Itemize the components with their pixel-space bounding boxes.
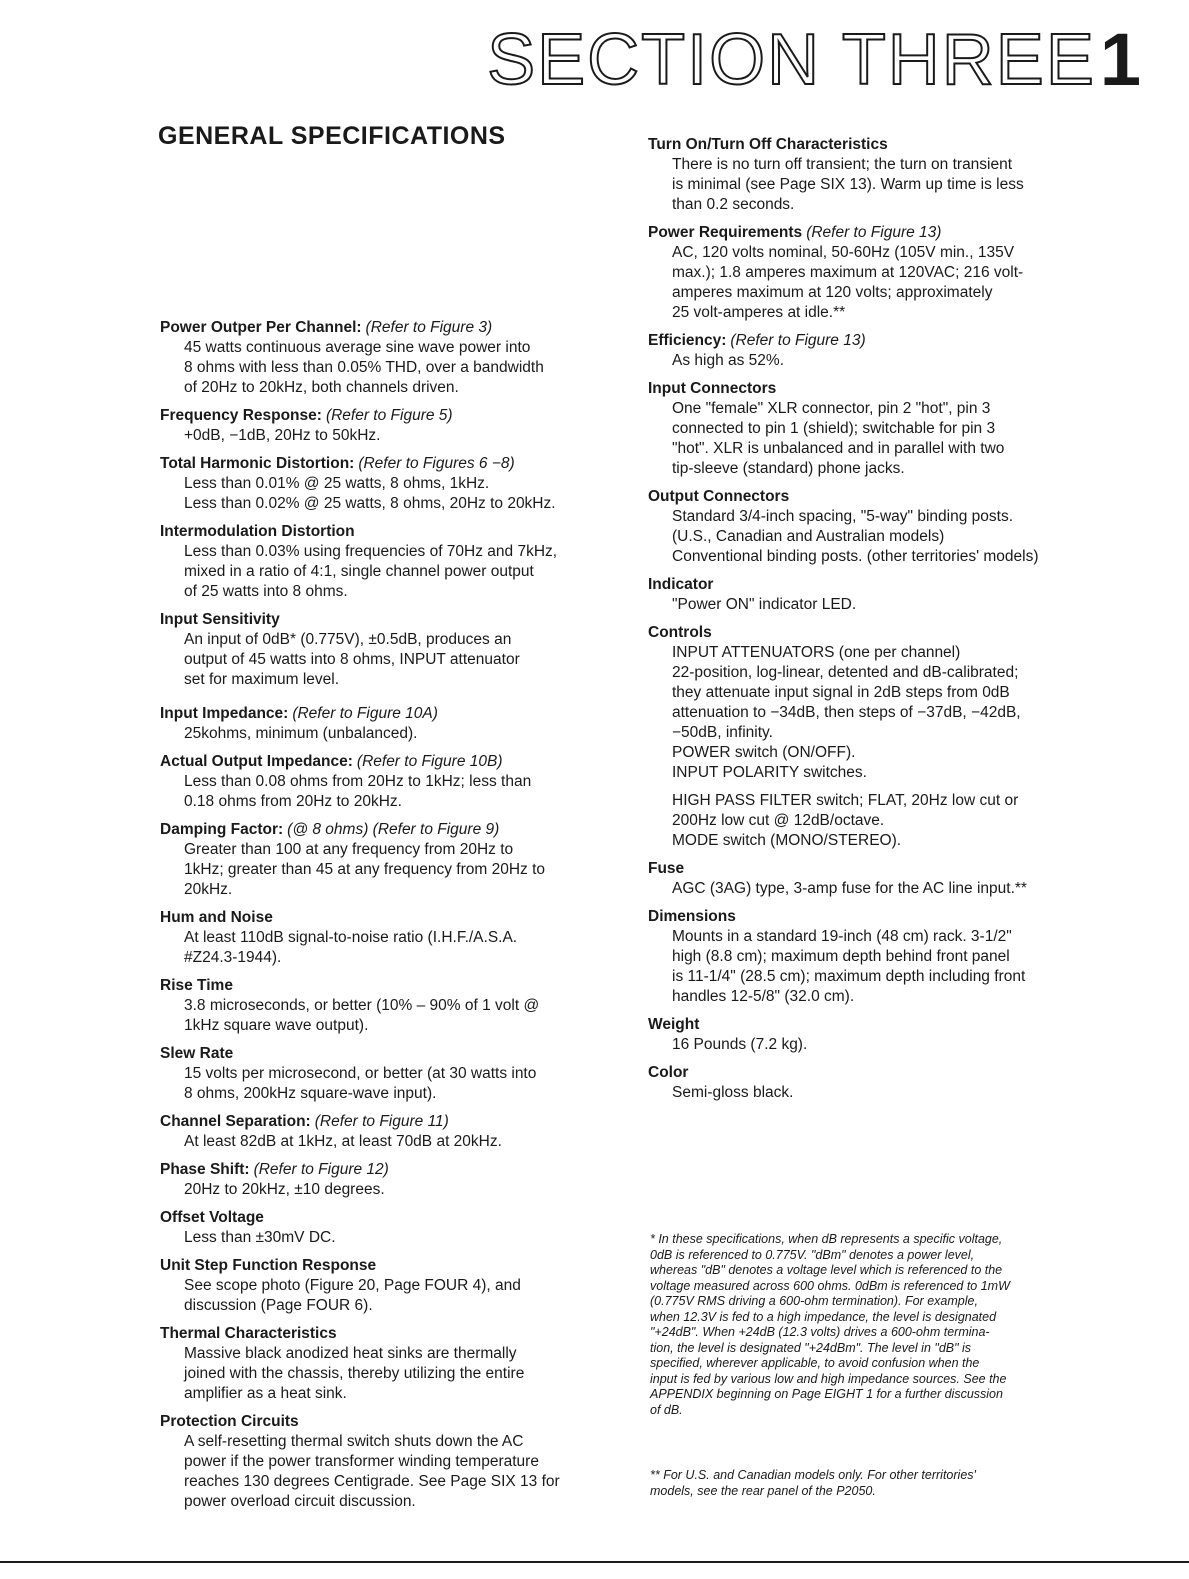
footnote-line: of dB. — [650, 1402, 683, 1417]
footnote-line: ** For U.S. and Canadian models only. For other territories' — [650, 1468, 976, 1482]
spec-title: Protection Circuits — [160, 1413, 299, 1430]
spec-text-line: attenuation to −34dB, then steps of −37dB, −42dB, — [672, 704, 1021, 721]
spec-text-line: INPUT ATTENUATORS (one per channel) — [672, 644, 961, 661]
spec-block — [160, 318, 630, 398]
spec-text-line: HIGH PASS FILTER switch; FLAT, 20Hz low cut or — [672, 792, 1019, 809]
spec-text-line: 1kHz square wave output). — [184, 1017, 369, 1034]
spec-text-line: Less than 0.02% @ 25 watts, 8 ohms, 20Hz to 20kHz. — [184, 495, 556, 512]
spec-title: Power Requirements — [648, 224, 803, 241]
spec-figure-reference: (@ 8 ohms) (Refer to Figure 9) — [287, 821, 500, 838]
spec-block — [160, 704, 630, 744]
spec-text-line: of 25 watts into 8 ohms. — [184, 583, 348, 600]
spec-text-line: "hot". XLR is unbalanced and in parallel with two — [672, 440, 1005, 457]
spec-block — [648, 1063, 1128, 1103]
right-spec-column — [648, 135, 1128, 1111]
footnote-line: * In these specifications, when dB represents a specific voltage, — [650, 1232, 1003, 1246]
spec-text-line: +0dB, −1dB, 20Hz to 50kHz. — [184, 427, 381, 444]
spec-heading — [648, 331, 1128, 351]
spec-block — [648, 575, 1128, 615]
spec-block — [160, 1208, 630, 1248]
spec-text-line: 20Hz to 20kHz, ±10 degrees. — [184, 1181, 385, 1198]
spec-title: Input Sensitivity — [160, 611, 280, 628]
spec-text-line: max.); 1.8 amperes maximum at 120VAC; 216 volt- — [672, 264, 1024, 281]
spec-text-line: of 20Hz to 20kHz, both channels driven. — [184, 379, 459, 396]
spec-figure-reference: (Refer to Figure 11) — [314, 1113, 449, 1130]
spec-text-line: A self-resetting thermal switch shuts down the AC — [184, 1433, 524, 1450]
spec-text-line: 0.18 ohms from 20Hz to 20kHz. — [184, 793, 402, 810]
footnote-line: whereas "dB" denotes a voltage level which is referenced to the — [650, 1263, 1003, 1277]
spec-heading — [160, 1412, 630, 1432]
spec-block — [648, 223, 1128, 323]
spec-title: Total Harmonic Distortion: — [160, 455, 355, 472]
spec-text-line: 3.8 microseconds, or better (10% – 90% of 1 volt @ — [184, 997, 540, 1014]
spec-block — [160, 454, 630, 514]
spec-heading — [160, 318, 630, 338]
spec-title: Unit Step Function Response — [160, 1257, 377, 1274]
footnote-line: specified, wherever applicable, to avoid confusion when the — [650, 1356, 980, 1370]
spec-text-line: joined with the chassis, thereby utilizing the entire — [184, 1365, 525, 1382]
spec-heading — [648, 1015, 1128, 1035]
spec-text-line: 20kHz. — [184, 881, 233, 898]
spec-block — [160, 1160, 630, 1200]
spec-text-line: 25 volt-amperes at idle.** — [672, 304, 846, 321]
spec-text-line: is 11-1/4" (28.5 cm); maximum depth including front — [672, 968, 1026, 985]
spec-heading — [648, 379, 1128, 399]
spec-heading — [648, 623, 1128, 643]
spec-title: Actual Output Impedance: — [160, 753, 353, 770]
spec-title: Input Impedance: — [160, 705, 289, 722]
spec-block — [160, 610, 630, 690]
spec-text-line: Mounts in a standard 19-inch (48 cm) rack. 3-1/2" — [672, 928, 1012, 945]
spec-block — [648, 331, 1128, 371]
spec-text-line: MODE switch (MONO/STEREO). — [672, 832, 902, 849]
spec-heading — [160, 752, 630, 772]
spec-text-line: set for maximum level. — [184, 671, 340, 688]
spec-text-line: Greater than 100 at any frequency from 20Hz to — [184, 841, 514, 858]
spec-text-line: POWER switch (ON/OFF). — [672, 744, 856, 761]
spec-heading — [160, 610, 630, 630]
spec-heading — [648, 575, 1128, 595]
spec-text-line: −50dB, infinity. — [672, 724, 773, 741]
spec-heading — [648, 859, 1128, 879]
spec-title: Output Connectors — [648, 488, 790, 505]
spec-text-line: Less than 0.01% @ 25 watts, 8 ohms, 1kHz. — [184, 475, 490, 492]
spec-title: Efficiency: — [648, 332, 727, 349]
spec-heading — [648, 907, 1128, 927]
spec-block — [160, 522, 630, 602]
spec-text-line: 8 ohms, 200kHz square-wave input). — [184, 1085, 437, 1102]
spec-figure-reference: (Refer to Figure 10B) — [356, 753, 503, 770]
spec-text-line: reaches 130 degrees Centigrade. See Page SIX 13 for — [184, 1473, 560, 1490]
footnote-line: APPENDIX beginning on Page EIGHT 1 for a further discussion — [650, 1387, 1003, 1401]
spec-text-line: AC, 120 volts nominal, 50-60Hz (105V min., 135V — [672, 244, 1015, 261]
spec-text-line: mixed in a ratio of 4:1, single channel power output — [184, 563, 534, 580]
spec-figure-reference: (Refer to Figure 3) — [365, 319, 493, 336]
spec-heading — [648, 135, 1128, 155]
spec-title: Fuse — [648, 860, 685, 877]
spec-block — [648, 487, 1128, 567]
spec-text-line: 25kohms, minimum (unbalanced). — [184, 725, 418, 742]
spec-block — [160, 1324, 630, 1404]
spec-block — [648, 859, 1128, 899]
spec-title: Indicator — [648, 576, 714, 593]
spec-heading — [160, 976, 630, 996]
spec-text-line: At least 110dB signal-to-noise ratio (I.H.F./A.S.A. — [184, 929, 518, 946]
spec-title: Channel Separation: — [160, 1113, 311, 1130]
spec-figure-reference: (Refer to Figure 5) — [325, 407, 453, 424]
spec-heading — [160, 820, 630, 840]
spec-text-line: 8 ohms with less than 0.05% THD, over a bandwidth — [184, 359, 544, 376]
spec-block — [160, 406, 630, 446]
spec-title: Intermodulation Distortion — [160, 523, 355, 540]
spec-block — [648, 907, 1128, 1007]
spec-text-line: amplifier as a heat sink. — [184, 1385, 347, 1402]
spec-text-line: discussion (Page FOUR 6). — [184, 1297, 373, 1314]
footnote-line: input is fed by various low and high impedance sources. See the — [650, 1371, 1007, 1386]
spec-title: Thermal Characteristics — [160, 1325, 337, 1342]
spec-heading — [648, 223, 1128, 243]
spec-heading — [160, 1208, 630, 1228]
spec-heading — [160, 908, 630, 928]
spec-title: Hum and Noise — [160, 909, 273, 926]
spec-title: Phase Shift: — [160, 1161, 250, 1178]
spec-text-line: Massive black anodized heat sinks are thermally — [184, 1345, 517, 1362]
spec-block — [648, 1015, 1128, 1055]
spec-figure-reference: (Refer to Figure 12) — [253, 1161, 389, 1178]
spec-title: Turn On/Turn Off Characteristics — [648, 136, 888, 153]
spec-text-line: There is no turn off transient; the turn on transient — [672, 156, 1013, 173]
spec-heading — [160, 454, 630, 474]
spec-title: Controls — [648, 624, 712, 641]
spec-text-line: As high as 52%. — [672, 352, 785, 369]
spec-text-line: 22-position, log-linear, detented and dB-calibrated; — [672, 664, 1019, 681]
spec-text-line: AGC (3AG) type, 3-amp fuse for the AC line input.** — [672, 880, 1027, 897]
left-spec-column — [160, 318, 630, 1520]
spec-text-line: "Power ON" indicator LED. — [672, 596, 857, 613]
spec-block — [160, 820, 630, 900]
spec-heading — [160, 1324, 630, 1344]
footnote-line: tion, the level is designated "+24dBm". The level in "dB" is — [650, 1340, 972, 1355]
spec-heading — [648, 487, 1128, 507]
spec-text-line: One "female" XLR connector, pin 2 "hot", pin 3 — [672, 400, 991, 417]
spec-figure-reference: (Refer to Figure 13) — [730, 332, 866, 349]
spec-text-line: output of 45 watts into 8 ohms, INPUT attenuator — [184, 651, 520, 668]
spec-figure-reference: (Refer to Figure 10A) — [292, 705, 438, 722]
spec-block — [160, 752, 630, 812]
spec-text-line: Less than 0.08 ohms from 20Hz to 1kHz; less than — [184, 773, 532, 790]
spec-text-line: #Z24.3-1944). — [184, 949, 282, 966]
spec-heading — [160, 1112, 630, 1132]
spec-figure-reference: (Refer to Figures 6 −8) — [358, 455, 515, 472]
spec-heading — [160, 1044, 630, 1064]
spec-heading — [160, 704, 630, 724]
spec-text-line: Standard 3/4-inch spacing, "5-way" binding posts. — [672, 508, 1014, 525]
spec-text-line: high (8.8 cm); maximum depth behind front panel — [672, 948, 1010, 965]
spec-text-line: 1kHz; greater than 45 at any frequency from 20Hz to — [184, 861, 545, 878]
spec-title: Input Connectors — [648, 380, 777, 397]
footnote-line: when 12.3V is fed to a high impedance, the level is designated — [650, 1309, 997, 1324]
spec-block — [160, 1256, 630, 1316]
spec-heading — [160, 522, 630, 542]
section-header — [487, 18, 1141, 101]
spec-block — [160, 1112, 630, 1152]
footnote-line: voltage measured across 600 ohms. 0dBm is referenced to 1mW — [650, 1278, 1010, 1293]
spec-block — [160, 976, 630, 1036]
spec-text-line: 16 Pounds (7.2 kg). — [672, 1036, 808, 1053]
bottom-rule — [0, 1561, 1189, 1563]
spec-text-line: Semi-gloss black. — [672, 1084, 794, 1101]
spec-heading — [160, 406, 630, 426]
spec-text-line: is minimal (see Page SIX 13). Warm up time is less — [672, 176, 1024, 193]
spec-block — [160, 908, 630, 968]
spec-title: Power Outper Per Channel: — [160, 319, 362, 336]
footnote-territories — [650, 1468, 1110, 1499]
spec-text-line: power if the power transformer winding temperature — [184, 1453, 539, 1470]
footnote-line: 0dB is referenced to 0.775V. "dBm" denotes a power level, — [650, 1247, 975, 1262]
footnote-line: models, see the rear panel of the P2050. — [650, 1483, 876, 1498]
spec-title: Rise Time — [160, 977, 233, 994]
spec-title: Damping Factor: — [160, 821, 284, 838]
spec-text-line: Less than 0.03% using frequencies of 70Hz and 7kHz, — [184, 543, 558, 560]
spec-text-line: 15 volts per microsecond, or better (at 30 watts into — [184, 1065, 537, 1082]
spec-text-line: than 0.2 seconds. — [672, 196, 795, 213]
spec-block — [648, 623, 1128, 851]
spec-heading — [648, 1063, 1128, 1083]
footnote-line: (0.775V RMS driving a 600-ohm termination). For example, — [650, 1294, 978, 1308]
spec-text-line: amperes maximum at 120 volts; approximately — [672, 284, 993, 301]
spec-text-line: (U.S., Canadian and Australian models) — [672, 528, 945, 545]
section-number: 1 — [1099, 18, 1141, 101]
spec-text-line: Less than ±30mV DC. — [184, 1229, 336, 1246]
spec-title: Frequency Response: — [160, 407, 322, 424]
spec-figure-reference: (Refer to Figure 13) — [806, 224, 942, 241]
section-title: SECTION THREE — [487, 20, 1096, 100]
spec-text-line: 200Hz low cut @ 12dB/octave. — [672, 812, 885, 829]
spec-text-line: See scope photo (Figure 20, Page FOUR 4), and — [184, 1277, 521, 1294]
spec-block — [648, 135, 1128, 215]
spec-text-line: power overload circuit discussion. — [184, 1493, 416, 1510]
spec-text-line: Conventional binding posts. (other territories' models) — [672, 548, 1039, 565]
spec-heading — [160, 1256, 630, 1276]
spec-text-line: At least 82dB at 1kHz, at least 70dB at 20kHz. — [184, 1133, 502, 1150]
spec-text-line: INPUT POLARITY switches. — [672, 764, 867, 781]
spec-text-line: connected to pin 1 (shield); switchable for pin 3 — [672, 420, 996, 437]
footnote-db-reference — [650, 1232, 1110, 1418]
spec-title: Dimensions — [648, 908, 736, 925]
spec-text-line: handles 12-5/8" (32.0 cm). — [672, 988, 855, 1005]
spec-title: Slew Rate — [160, 1045, 234, 1062]
spec-block — [160, 1412, 630, 1512]
spec-text-line: tip-sleeve (standard) phone jacks. — [672, 460, 905, 477]
spec-block — [648, 379, 1128, 479]
spec-text-line: An input of 0dB* (0.775V), ±0.5dB, produces an — [184, 631, 512, 648]
spec-block — [160, 1044, 630, 1104]
spec-text-line: 45 watts continuous average sine wave power into — [184, 339, 531, 356]
spec-text-line: they attenuate input signal in 2dB steps from 0dB — [672, 684, 1010, 701]
spec-title: Weight — [648, 1016, 700, 1033]
spec-title: Offset Voltage — [160, 1209, 264, 1226]
spec-title: Color — [648, 1064, 689, 1081]
footnote-line: "+24dB". When +24dB (12.3 volts) drives a 600-ohm termina- — [650, 1325, 990, 1339]
spec-heading — [160, 1160, 630, 1180]
page-heading: GENERAL SPECIFICATIONS — [158, 122, 506, 150]
